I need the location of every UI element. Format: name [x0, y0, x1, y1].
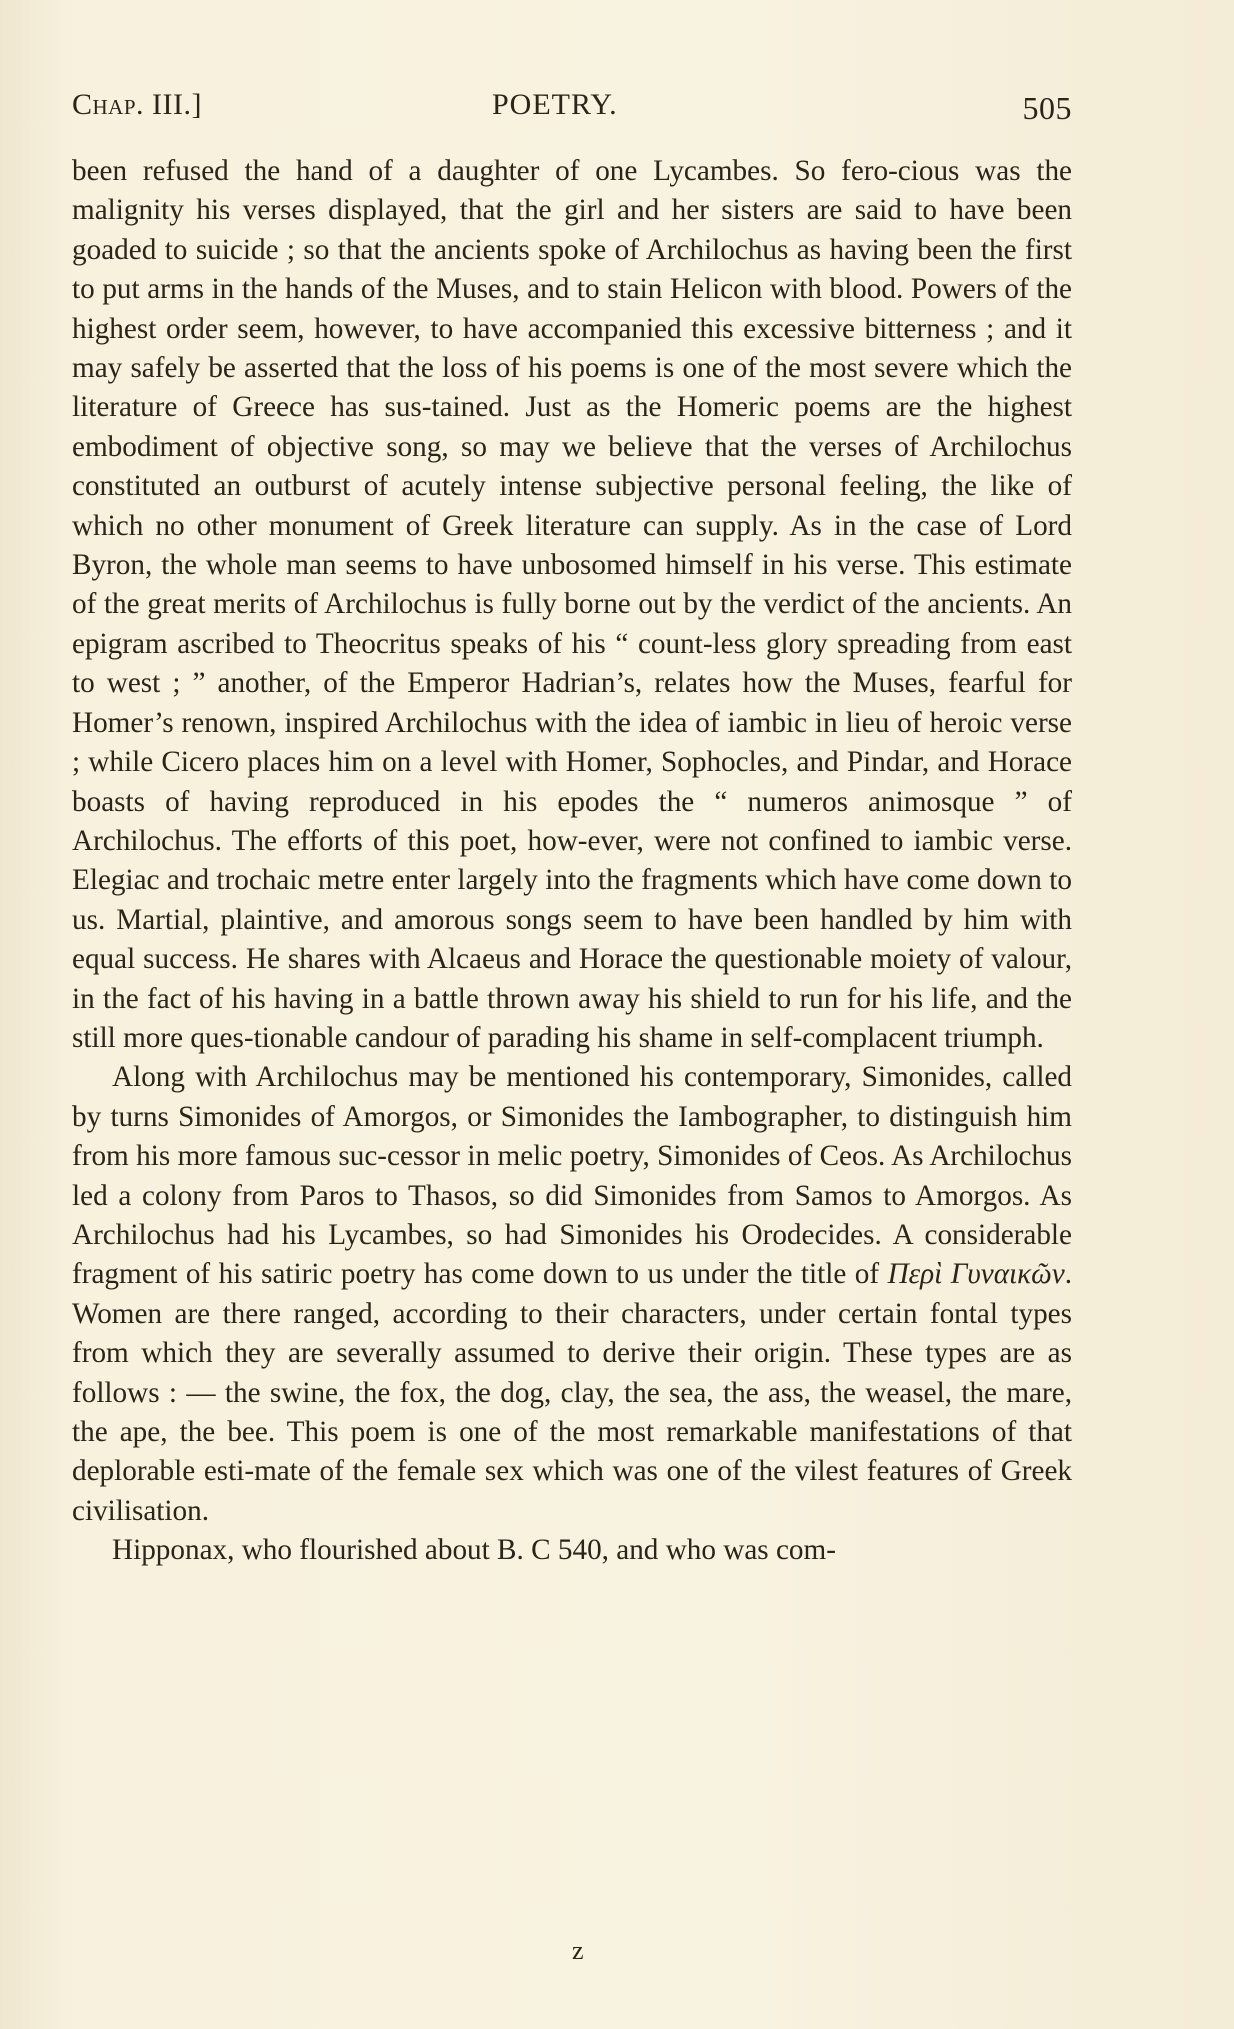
paragraph-simonides-text: Along with Archilochus may be mentioned his contemporary, Simonides, called by turns Simonides of Amorgos, or Simonides the Iambographer, to distinguish him from his more famous suc-cessor in melic poetry, Simonides of Ceos. As Archilochus led a colony from Paros to Thasos, so did Simonides from Samos to Amorgos. As Archilochus had his Lycambes, so had Simonides his Orodecides. A considerable fragment of his satiric poetry has come down to us under the title of: [72, 1061, 1072, 1291]
chapter-label: Chap. III.]: [72, 88, 202, 121]
paragraph-simonides-text-continued: . Women are there ranged, according to their characters, under certain fontal types from which they are severally assumed to derive their origin. These types are as follows : — the swine, the fox, the dog, clay, the sea, the ass, the weasel, the mare, the ape, the bee. This poem is one of the most remarkable manifestations of that deplorable esti-mate of the female sex which was one of the vilest features of Greek civilisation.: [72, 1258, 1072, 1527]
page-number: 505: [1022, 90, 1072, 126]
body-text: [72, 152, 1072, 1571]
paragraph-archilochus: been refused the hand of a daughter of one Lycambes. So fero-cious was the malignity his verses displayed, that the girl and her sisters are said to have been goaded to suicide ; so that the ancients spoke of Archilochus as having been the first to put arms in the hands of the Muses, and to stain Helicon with blood. Powers of the highest order seem, however, to have accompanied this excessive bitterness ; and it may safely be asserted that the loss of his poems is one of the most severe which the literature of Greece has sus-tained. Just as the Homeric poems are the highest embodiment of objective song, so may we believe that the verses of Archilochus constituted an outburst of acutely intense subjective personal feeling, the like of which no other monument of Greek literature can supply. As in the case of Lord Byron, the whole man seems to have unbosomed himself in his verse. This estimate of the great merits of Archilochus is fully borne out by the verdict of the ancients. An epigram ascribed to Theocritus speaks of his “ count-less glory spreading from east to west ; ” another, of the Emperor Hadrian’s, relates how the Muses, fearful for Homer’s renown, inspired Archilochus with the idea of iambic in lieu of heroic verse ; while Cicero places him on a level with Homer, Sophocles, and Pindar, and Horace boasts of having reproduced in his epodes the “ numeros animosque ” of Archilochus. The efforts of this poet, how-ever, were not confined to iambic verse. Elegiac and trochaic metre enter largely into the fragments which have come down to us. Martial, plaintive, and amorous songs seem to have been handled by him with equal success. He shares with Alcaeus and Horace the questionable moiety of valour, in the fact of his having in a battle thrown away his shield to run for his life, and the still more ques-tionable candour of parading his shame in self-complacent triumph.: [72, 155, 1072, 1054]
running-head: [72, 88, 1072, 128]
signature-mark: z: [572, 1936, 584, 1965]
paragraph-simonides: [72, 1058, 1072, 1531]
paragraph-hipponax: Hipponax, who flourished about B. C 540, and who was com-: [112, 1534, 836, 1567]
greek-title: Περὶ Γυναικῶν: [887, 1258, 1065, 1291]
page-title: POETRY.: [492, 88, 618, 121]
